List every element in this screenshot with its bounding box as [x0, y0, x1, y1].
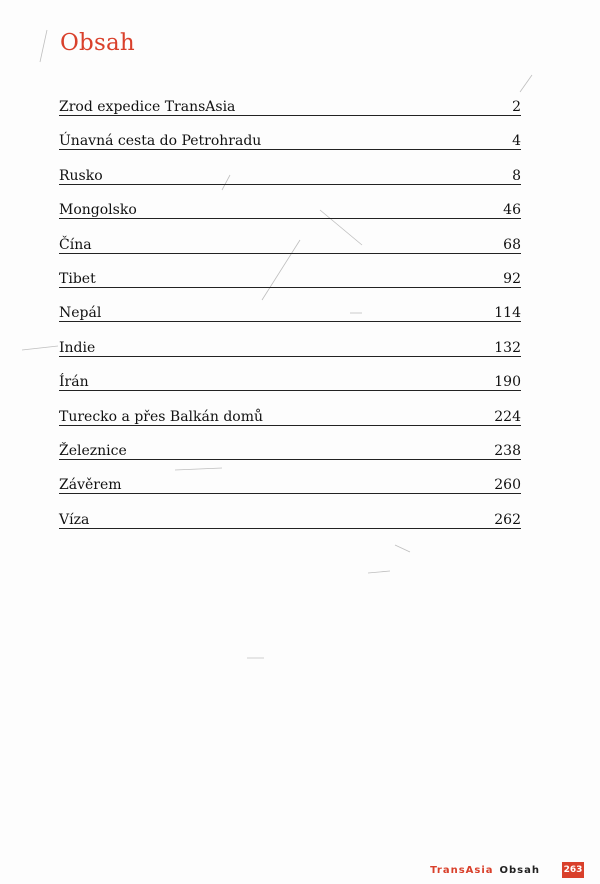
toc-entry-page: 4	[512, 133, 521, 150]
toc-entry	[59, 442, 521, 476]
toc-entry	[59, 132, 521, 166]
toc-entry	[59, 511, 521, 545]
toc-entry-label: Írán	[59, 374, 89, 391]
toc-leader-line	[59, 218, 521, 219]
toc-entry-page: 92	[503, 270, 521, 287]
toc-entry-page: 8	[512, 167, 521, 184]
toc-entry	[59, 201, 521, 235]
toc-leader-line	[59, 321, 521, 322]
toc-entry	[59, 339, 521, 373]
toc-leader-line	[59, 459, 521, 460]
table-of-contents	[59, 98, 521, 545]
toc-entry-page: 114	[494, 305, 521, 322]
toc-entry-page: 132	[494, 339, 521, 356]
toc-entry-label: Víza	[59, 511, 90, 528]
toc-entry	[59, 408, 521, 442]
toc-entry-label: Rusko	[59, 167, 103, 184]
toc-leader-line	[59, 253, 521, 254]
toc-entry-label: Turecko a přes Balkán domů	[59, 408, 263, 425]
toc-entry	[59, 167, 521, 201]
toc-entry-label: Únavná cesta do Petrohradu	[59, 133, 262, 150]
toc-entry	[59, 270, 521, 304]
toc-leader-line	[59, 184, 521, 185]
toc-entry-page: 260	[494, 477, 521, 494]
toc-entry-label: Čína	[59, 236, 92, 253]
toc-entry	[59, 476, 521, 510]
toc-entry-label: Železnice	[59, 442, 127, 459]
toc-entry	[59, 98, 521, 132]
toc-leader-line	[59, 390, 521, 391]
footer-brand: TransAsia	[430, 864, 494, 876]
toc-entry-page: 190	[494, 374, 521, 391]
toc-entry-page: 68	[503, 236, 521, 253]
toc-entry-page: 262	[494, 511, 521, 528]
toc-entry-label: Mongolsko	[59, 202, 137, 219]
toc-entry-page: 238	[494, 442, 521, 459]
toc-entry	[59, 304, 521, 338]
toc-leader-line	[59, 425, 521, 426]
toc-leader-line	[59, 287, 521, 288]
toc-leader-line	[59, 356, 521, 357]
toc-entry-page: 224	[494, 408, 521, 425]
toc-entry-label: Závěrem	[59, 477, 122, 494]
toc-leader-line	[59, 493, 521, 494]
toc-leader-line	[59, 149, 521, 150]
toc-entry-label: Nepál	[59, 305, 102, 322]
toc-leader-line	[59, 528, 521, 529]
toc-entry	[59, 236, 521, 270]
toc-entry	[59, 373, 521, 407]
toc-leader-line	[59, 115, 521, 116]
toc-entry-label: Indie	[59, 339, 96, 356]
toc-entry-label: Zrod expedice TransAsia	[59, 99, 236, 115]
page-footer	[430, 862, 584, 878]
toc-entry-page: 46	[503, 202, 521, 219]
footer-section: Obsah	[499, 864, 540, 876]
toc-entry-label: Tibet	[59, 270, 96, 287]
page-title: Obsah	[60, 30, 135, 56]
toc-entry-page: 2	[512, 99, 521, 115]
page-number-badge: 263	[562, 862, 584, 878]
